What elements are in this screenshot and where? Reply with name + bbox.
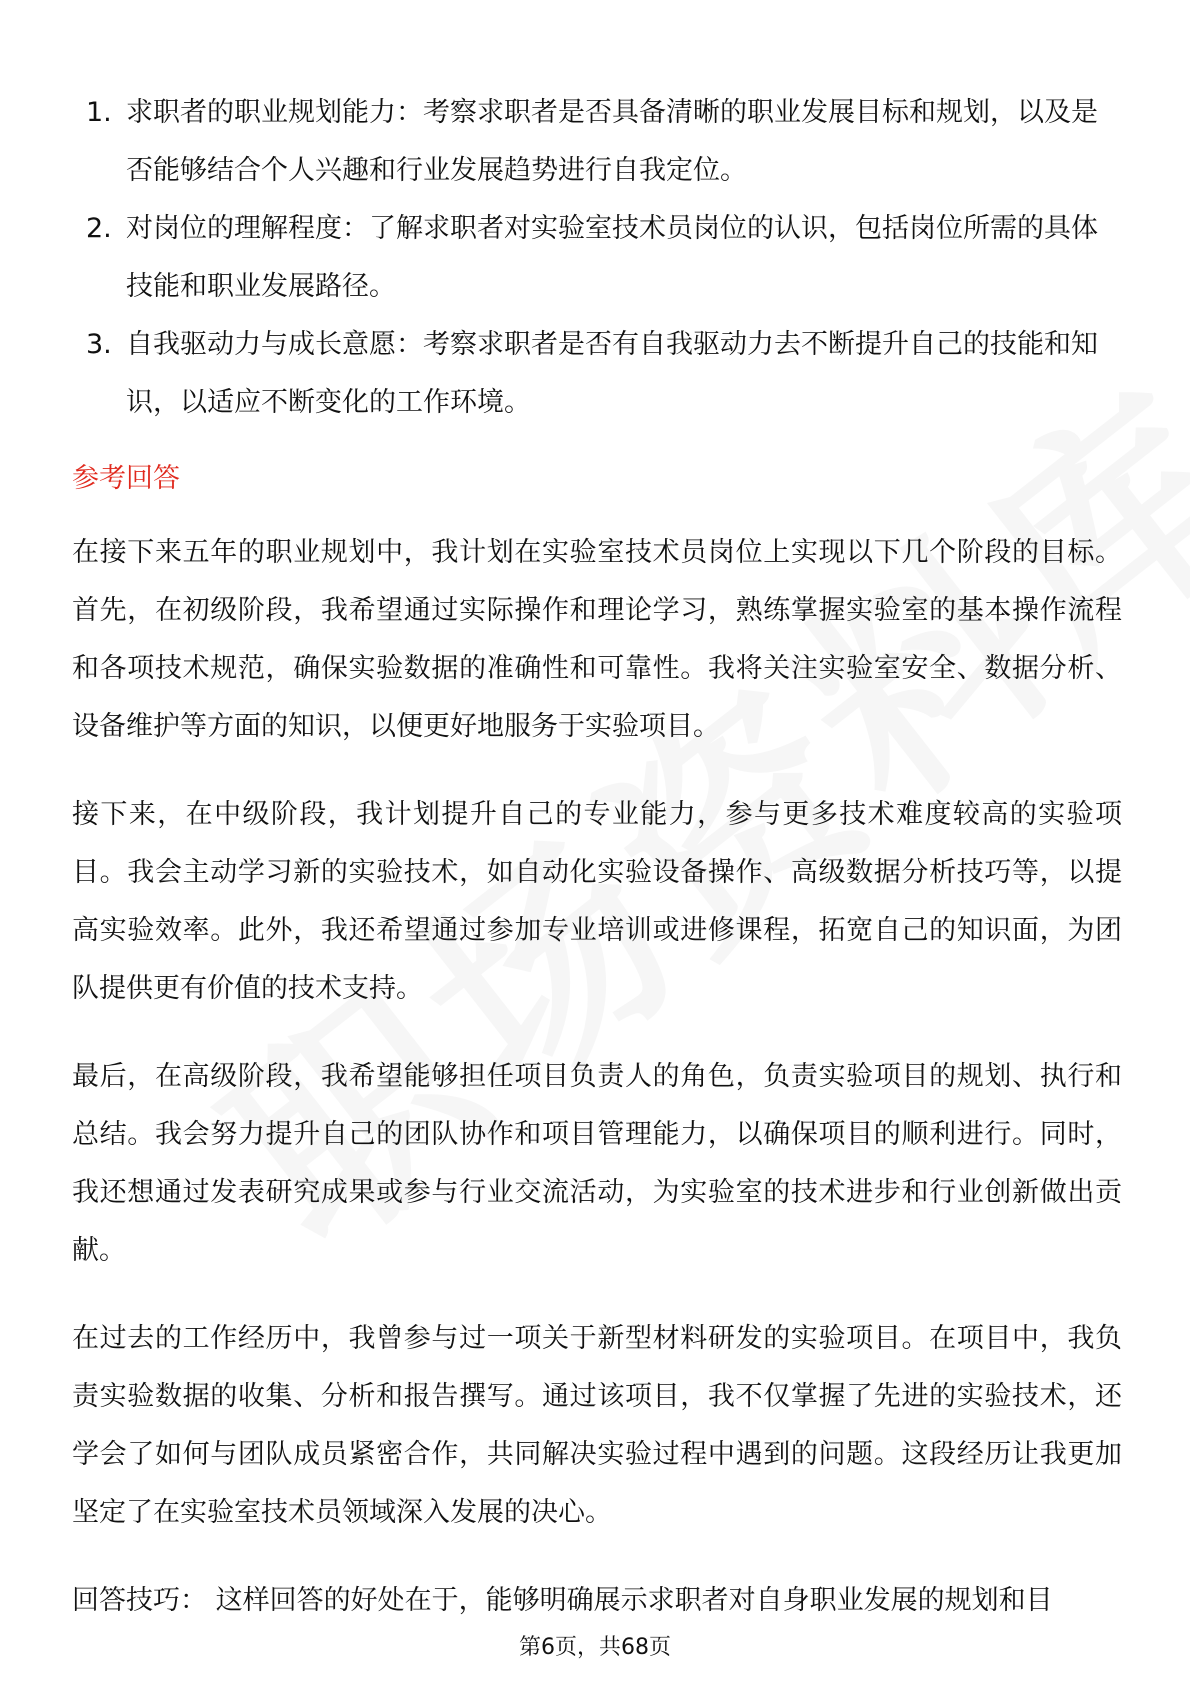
page-content — [72, 84, 1122, 1630]
list-item-text: 对岗位的理解程度：了解求职者对实验室技术员岗位的认识，包括岗位所需的具体技能和职业发展路径。 — [126, 213, 1098, 302]
list-item-text: 自我驱动力与成长意愿：考察求职者是否有自我驱动力去不断提升自己的技能和知识，以适应不断变化的工作环境。 — [126, 329, 1098, 418]
criteria-list — [72, 84, 1122, 432]
page-footer: 第6页，共68页 — [519, 1635, 671, 1660]
section-title: 参考回答 — [72, 463, 180, 494]
list-item-number: 2. — [86, 213, 112, 244]
answer-paragraph: 接下来，在中级阶段，我计划提升自己的专业能力，参与更多技术难度较高的实验项目。我会主动学习新的实验技术，如自动化实验设备操作、高级数据分析技巧等，以提高实验效率。此外，我还希望通过参加专业培训或进修课程，拓宽自己的知识面，为团队提供更有价值的技术支持。 — [72, 799, 1122, 1004]
list-item-text: 求职者的职业规划能力：考察求职者是否具备清晰的职业发展目标和规划，以及是否能够结合个人兴趣和行业发展趋势进行自我定位。 — [126, 97, 1098, 186]
list-item — [72, 316, 1122, 432]
answer-paragraph: 最后，在高级阶段，我希望能够担任项目负责人的角色，负责实验项目的规划、执行和总结。我会努力提升自己的团队协作和项目管理能力，以确保项目的顺利进行。同时，我还想通过发表研究成果或参与行业交流活动，为实验室的技术进步和行业创新做出贡献。 — [72, 1061, 1122, 1266]
list-item-number: 1. — [86, 97, 112, 128]
answer-paragraph: 在接下来五年的职业规划中，我计划在实验室技术员岗位上实现以下几个阶段的目标。首先，在初级阶段，我希望通过实际操作和理论学习，熟练掌握实验室的基本操作流程和各项技术规范，确保实验数据的准确性和可靠性。我将关注实验室安全、数据分析、设备维护等方面的知识，以便更好地服务于实验项目。 — [72, 537, 1122, 742]
list-item-number: 3. — [86, 329, 112, 360]
answer-tip: 回答技巧： 这样回答的好处在于，能够明确展示求职者对自身职业发展的规划和目 — [72, 1585, 1053, 1616]
list-item — [72, 84, 1122, 200]
answer-paragraph: 在过去的工作经历中，我曾参与过一项关于新型材料研发的实验项目。在项目中，我负责实验数据的收集、分析和报告撰写。通过该项目，我不仅掌握了先进的实验技术，还学会了如何与团队成员紧密合作，共同解决实验过程中遇到的问题。这段经历让我更加坚定了在实验室技术员领域深入发展的决心。 — [72, 1323, 1122, 1528]
list-item — [72, 200, 1122, 316]
